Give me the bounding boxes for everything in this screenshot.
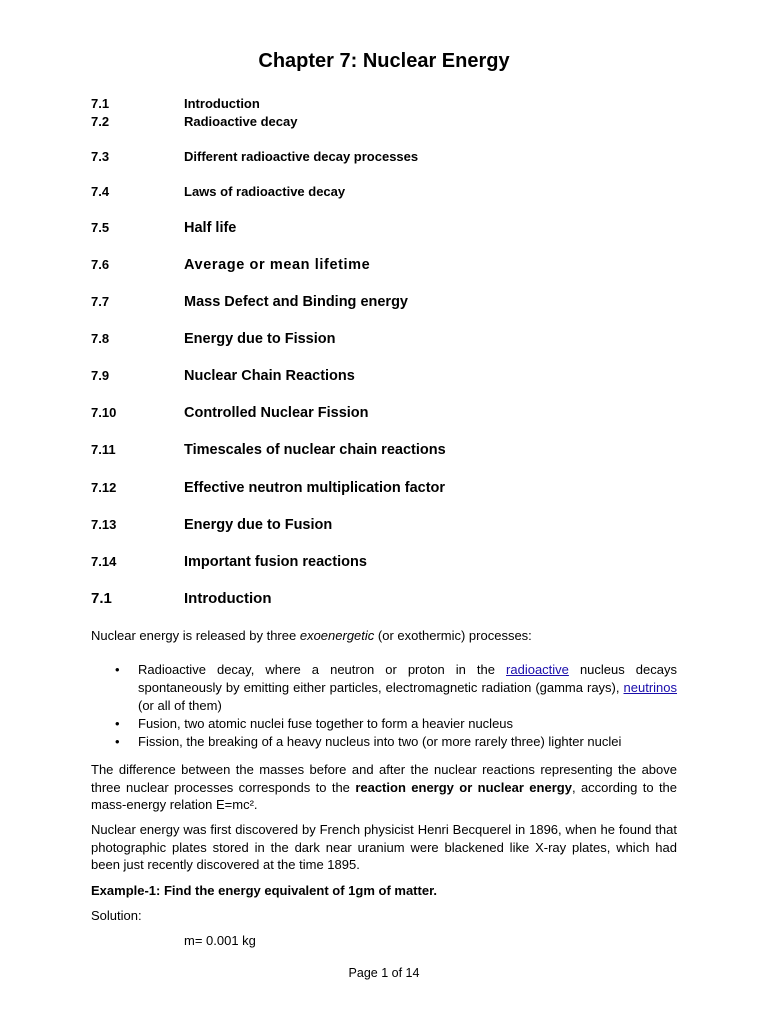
intro-italic-term: exoenergetic bbox=[299, 628, 375, 643]
toc-title: Radioactive decay bbox=[184, 114, 298, 129]
toc-number: 7.9 bbox=[91, 368, 110, 383]
toc-number: 7.14 bbox=[91, 554, 117, 569]
neutrinos-link[interactable]: neutrinos bbox=[623, 680, 677, 695]
toc-number: 7.6 bbox=[91, 257, 110, 272]
page-number: Page 1 of 14 bbox=[348, 966, 420, 980]
section-number: 7.1 bbox=[91, 590, 112, 607]
discovery-paragraph: Nuclear energy was first discovered by French physicist Henri Becquerel in 1896, when he found that photographic plates stored in the dark near uranium were blackened like X-ray plates, which had been just recently discovered at the time 1895. bbox=[91, 822, 677, 872]
toc-title: Important fusion reactions bbox=[184, 554, 367, 570]
toc-number: 7.1 bbox=[91, 96, 110, 111]
toc-number: 7.7 bbox=[91, 294, 110, 309]
solution-label: Solution: bbox=[91, 908, 142, 923]
intro-paragraph bbox=[91, 627, 677, 645]
toc-number: 7.13 bbox=[91, 517, 117, 532]
intro-text-end: (or exothermic) processes: bbox=[374, 628, 532, 643]
section-title: Introduction bbox=[184, 590, 272, 607]
toc-title: Timescales of nuclear chain reactions bbox=[184, 442, 446, 458]
bullet-marker: • bbox=[115, 734, 120, 749]
toc-title: Controlled Nuclear Fission bbox=[184, 405, 369, 421]
toc-title: Average or mean lifetime bbox=[184, 257, 371, 273]
toc-number: 7.8 bbox=[91, 331, 110, 346]
toc-number: 7.11 bbox=[91, 442, 116, 457]
intro-text: Nuclear energy is released by three bbox=[91, 628, 300, 643]
toc-number: 7.2 bbox=[91, 114, 110, 129]
toc-title: Nuclear Chain Reactions bbox=[184, 368, 355, 384]
list-item bbox=[91, 661, 677, 715]
list-item bbox=[91, 715, 677, 733]
toc-title: Energy due to Fusion bbox=[184, 517, 333, 533]
toc-title: Laws of radioactive decay bbox=[184, 184, 346, 199]
bullet-marker: • bbox=[115, 662, 120, 677]
toc-title: Mass Defect and Binding energy bbox=[184, 294, 408, 310]
toc-number: 7.3 bbox=[91, 149, 110, 164]
radioactive-link[interactable]: radioactive bbox=[506, 662, 569, 677]
toc-title: Half life bbox=[184, 220, 237, 236]
page-title: Chapter 7: Nuclear Energy bbox=[258, 50, 510, 72]
toc-number: 7.10 bbox=[91, 405, 117, 420]
paragraph-text: The difference between the masses before and after the nuclear reactions representing the above three nuclear processes corresponds to the bbox=[91, 762, 677, 795]
toc-number: 7.4 bbox=[91, 184, 110, 199]
toc-title: Introduction bbox=[184, 96, 260, 111]
toc-title: Effective neutron multiplication factor bbox=[184, 480, 446, 496]
list-item-text: nucleus decays spontaneously by emitting either particles, electromagnetic radiation (gamma rays), bbox=[138, 662, 677, 695]
list-item-text: (or all of them) bbox=[138, 698, 222, 713]
list-item-text: Fission, the breaking of a heavy nucleus into two (or more rarely three) lighter nuclei bbox=[138, 734, 622, 749]
list-item-text: Radioactive decay, where a neutron or proton in the bbox=[138, 662, 507, 677]
bullet-marker: • bbox=[115, 716, 120, 731]
process-list bbox=[91, 661, 677, 751]
toc-title: Energy due to Fission bbox=[184, 331, 336, 347]
example-heading: Example-1: Find the energy equivalent of 1gm of matter. bbox=[91, 883, 438, 898]
list-item bbox=[91, 733, 677, 751]
mass-difference-paragraph bbox=[91, 761, 677, 814]
list-item-text: Fusion, two atomic nuclei fuse together to form a heavier nucleus bbox=[138, 716, 514, 731]
equation-line: m= 0.001 kg bbox=[184, 933, 256, 948]
paragraph-bold-term: reaction energy or nuclear energy bbox=[355, 779, 572, 795]
toc-number: 7.12 bbox=[91, 480, 117, 495]
paragraph-text-end: , according to the mass-energy relation E=mc². bbox=[91, 779, 678, 812]
toc-number: 7.5 bbox=[91, 220, 110, 235]
toc-title: Different radioactive decay processes bbox=[184, 149, 419, 164]
